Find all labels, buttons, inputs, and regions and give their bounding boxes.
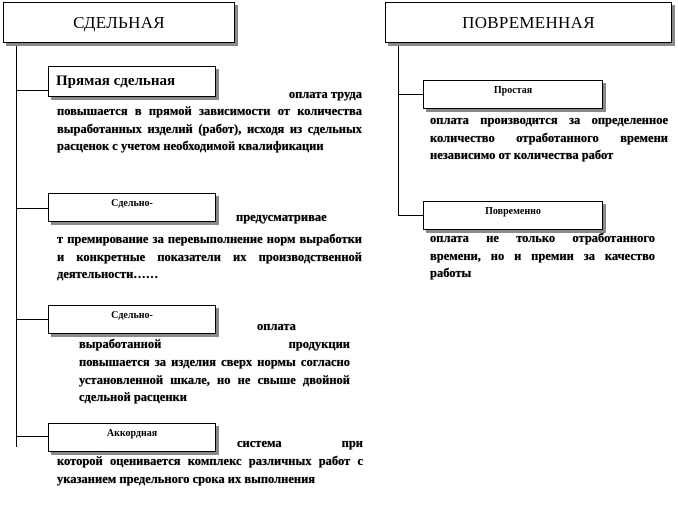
left-branch-line-4 xyxy=(16,436,48,437)
time-bonus-box xyxy=(423,201,603,230)
right-trunk-line xyxy=(398,43,399,216)
piecework-bonus-title: Сдельно- xyxy=(111,198,153,209)
time-based-header-box xyxy=(385,2,672,43)
time-based-header-text: ПОВРЕМЕННАЯ xyxy=(462,12,595,32)
direct-piecework-title: Прямая сдельная xyxy=(56,73,176,89)
direct-piecework-lead: оплата труда xyxy=(288,87,362,101)
piecework-bonus-description: т премирование за перевыполнение норм выработки и конкретные показатели их производственной деятельности…… xyxy=(57,232,362,281)
piecework-progressive-title: Сдельно- xyxy=(111,310,153,321)
piecework-progressive-lead: оплата xyxy=(257,319,296,333)
simple-time-description: оплата производится за определенное количество отработанного времени независимо от количества работ xyxy=(430,113,668,162)
simple-time-box xyxy=(423,80,603,109)
piecework-progressive-line2-right: продукции xyxy=(288,337,350,351)
piecework-progressive-line2-left: выработанной xyxy=(79,337,162,351)
time-bonus-title: Повременно xyxy=(485,206,541,217)
piecework-bonus-lead: предусматривае xyxy=(236,210,327,224)
piecework-header-text: СДЕЛЬНАЯ xyxy=(73,12,165,32)
left-branch-line-2 xyxy=(16,208,48,209)
lump-sum-lead-right: при xyxy=(341,436,363,450)
piecework-bonus-box xyxy=(48,193,216,222)
piecework-progressive-description: повышается за изделия сверх нормы согласно установленной шкале, но не свыше двойной сдельной расценки xyxy=(79,355,350,404)
direct-piecework-box xyxy=(48,66,216,97)
simple-time-title: Простая xyxy=(493,85,533,96)
left-branch-line-1 xyxy=(16,90,48,91)
piecework-progressive-box xyxy=(48,305,216,334)
lump-sum-box xyxy=(48,423,216,452)
right-branch-line-1 xyxy=(398,94,423,95)
time-bonus-description: оплата не только отработанного времени, но и премии за качество работы xyxy=(430,231,655,280)
lump-sum-title: Аккордная xyxy=(106,428,158,439)
lump-sum-lead-left: система xyxy=(237,436,282,450)
left-branch-line-3 xyxy=(16,319,48,320)
left-trunk-line xyxy=(16,43,17,447)
lump-sum-description: которой оценивается комплекс различных работ с указанием предельного срока их выполнения xyxy=(57,454,363,486)
right-branch-line-2 xyxy=(398,215,423,216)
piecework-header-box xyxy=(3,2,235,43)
direct-piecework-description: повышается в прямой зависимости от количества выработанных изделий (работ), исходя из сдельных расценок с учетом необходимой квалификации xyxy=(57,104,362,153)
